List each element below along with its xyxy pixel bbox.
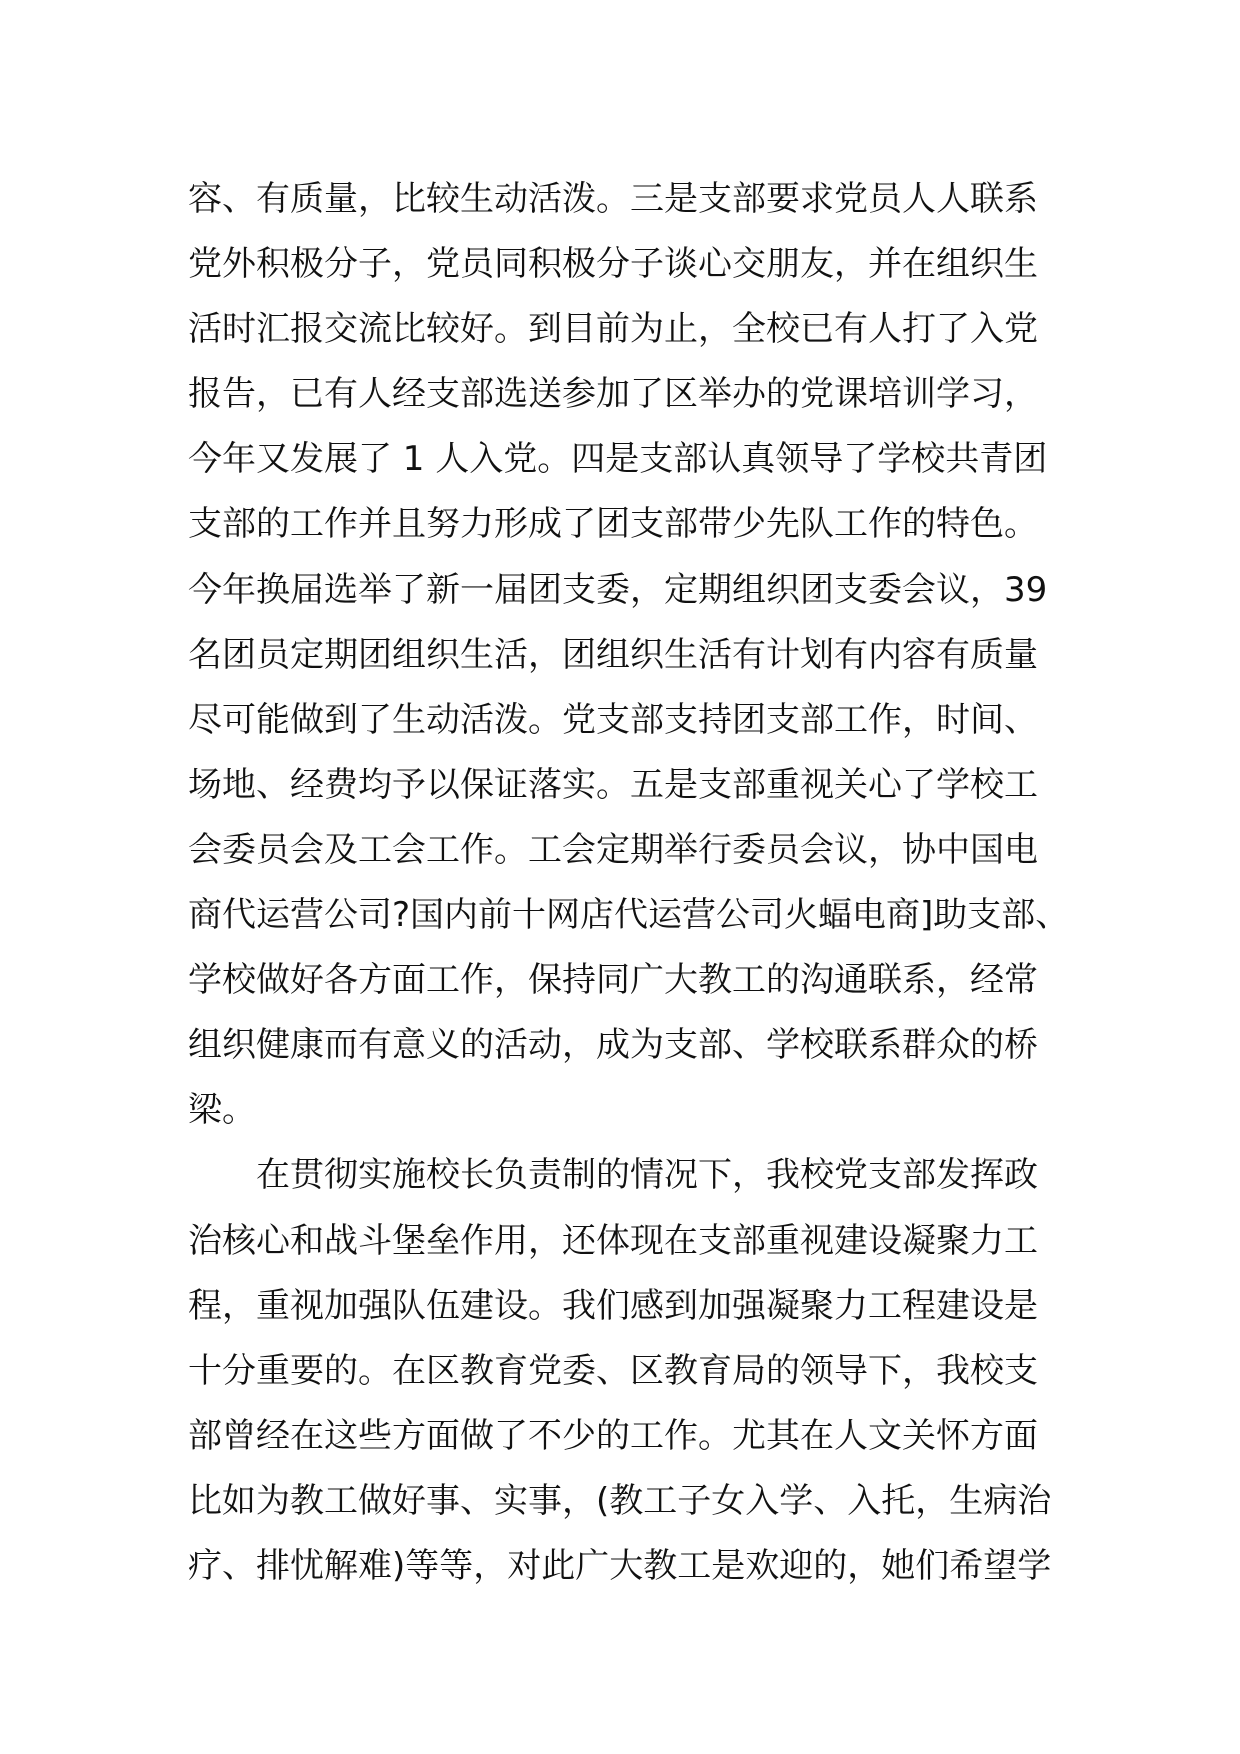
- text-line: 报告，已有人经支部选送参加了区举办的党课培训学习，: [188, 374, 1038, 415]
- text-line: 会委员会及工会工作。工会定期举行委员会议，协中国电: [188, 829, 1038, 870]
- text-line: 组织健康而有意义的活动，成为支部、学校联系群众的桥: [188, 1025, 1038, 1066]
- text-line: 党外积极分子，党员同积极分子谈心交朋友，并在组织生: [188, 244, 1038, 285]
- text-line: 程，重视加强队伍建设。我们感到加强凝聚力工程建设是: [188, 1285, 1038, 1326]
- text-line: 容、有质量，比较生动活泼。三是支部要求党员人人联系: [188, 179, 1038, 219]
- text-line: 尽可能做到了生动活泼。党支部支持团支部工作，时间、: [188, 699, 1038, 740]
- text-line: 活时汇报交流比较好。到目前为止，全校已有人打了入党: [188, 309, 1038, 350]
- text-line: 场地、经费均予以保证落实。五是支部重视关心了学校工: [188, 764, 1038, 805]
- text-line: 学校做好各方面工作，保持同广大教工的沟通联系，经常: [188, 960, 1038, 1001]
- document-body: [188, 167, 1068, 1599]
- text-line: 今年换届选举了新一届团支委，定期组织团支委会议，39: [188, 569, 1048, 610]
- paragraph-1: [188, 167, 1068, 1143]
- text-line: 十分重要的。在区教育党委、区教育局的领导下，我校支: [188, 1350, 1038, 1391]
- text-line: 今年又发展了 1 人入党。四是支部认真领导了学校共青团: [188, 439, 1048, 480]
- text-line: 支部的工作并且努力形成了团支部带少先队工作的特色。: [188, 504, 1038, 545]
- text-line: 治核心和战斗堡垒作用，还体现在支部重视建设凝聚力工: [188, 1220, 1038, 1261]
- text-line: 名团员定期团组织生活，团组织生活有计划有内容有质量: [188, 634, 1038, 675]
- text-line: 梁。: [188, 1090, 256, 1131]
- text-line: 商代运营公司?国内前十网店代运营公司火蝠电商]助支部、: [188, 895, 1070, 936]
- text-line: 部曾经在这些方面做了不少的工作。尤其在人文关怀方面: [188, 1415, 1038, 1456]
- text-line: 疗、排忧解难)等等，对此广大教工是欢迎的，她们希望学: [188, 1545, 1052, 1586]
- text-line: 在贯彻实施校长负责制的情况下，我校党支部发挥政: [256, 1155, 1038, 1196]
- text-line: 比如为教工做好事、实事，(教工子女入学、入托，生病治: [188, 1480, 1052, 1521]
- paragraph-2: [188, 1143, 1068, 1599]
